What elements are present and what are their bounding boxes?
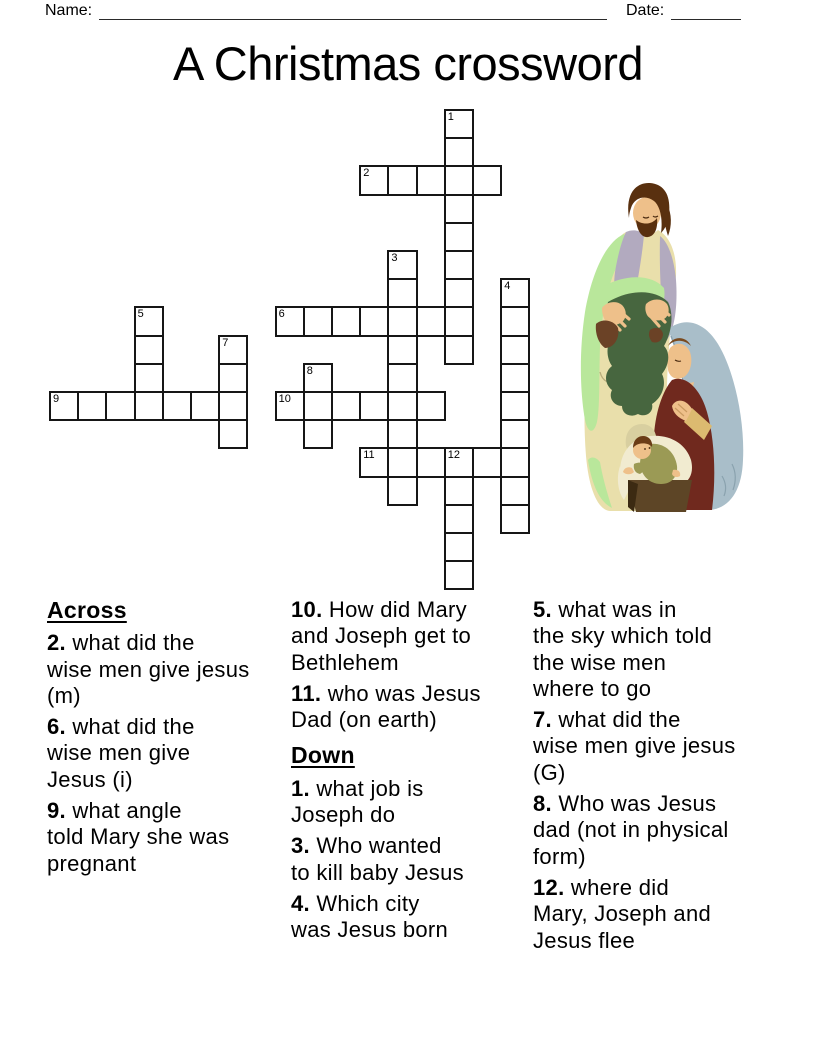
grid-cell[interactable] bbox=[359, 391, 389, 421]
clue-line: dad (not in physical bbox=[533, 817, 729, 843]
grid-cell[interactable] bbox=[444, 278, 474, 308]
clue-heading: Across bbox=[47, 597, 127, 623]
clue-line: Jesus (i) bbox=[47, 766, 133, 792]
clue-line: told Mary she was bbox=[47, 824, 230, 850]
clue-line: 7. what did the bbox=[533, 707, 681, 733]
name-line[interactable] bbox=[99, 19, 607, 20]
clue-number: 2. bbox=[47, 630, 66, 656]
clue-line: 11. who was Jesus bbox=[291, 680, 481, 706]
grid-cell[interactable] bbox=[416, 165, 446, 195]
clue-number: 1. bbox=[291, 775, 310, 801]
clue-line: Mary, Joseph and bbox=[533, 901, 712, 927]
clue-line: 12. where did bbox=[533, 874, 669, 900]
page-title: A Christmas crossword bbox=[172, 37, 644, 90]
grid-cell[interactable] bbox=[416, 391, 446, 421]
clue-heading: Down bbox=[291, 742, 355, 769]
clue-number: 11. bbox=[291, 680, 322, 706]
grid-cell[interactable] bbox=[387, 363, 417, 393]
grid-cell[interactable] bbox=[331, 306, 361, 336]
clue-line: 9. what angle bbox=[47, 798, 182, 824]
cell-number: 2 bbox=[363, 167, 370, 180]
grid-cell[interactable] bbox=[472, 447, 502, 477]
clue-line: the wise men bbox=[533, 649, 667, 675]
clue-item bbox=[47, 798, 293, 877]
clue-line: wise men give jesus bbox=[533, 733, 736, 759]
grid-cell[interactable] bbox=[416, 447, 446, 477]
clue-number: 5. bbox=[533, 597, 552, 622]
grid-cell[interactable] bbox=[303, 363, 333, 393]
clue-column bbox=[291, 597, 531, 949]
name-label: Name: bbox=[45, 2, 93, 19]
grid-cell[interactable] bbox=[444, 476, 474, 506]
grid-cell[interactable] bbox=[275, 306, 305, 336]
grid-cell[interactable] bbox=[500, 391, 530, 421]
clue-item bbox=[533, 875, 793, 954]
clue-line: 8. Who was Jesus bbox=[533, 791, 717, 817]
grid-cell[interactable] bbox=[218, 391, 248, 421]
clue-line: (G) bbox=[533, 759, 566, 785]
grid-cell[interactable] bbox=[444, 250, 474, 280]
grid-cell[interactable] bbox=[387, 250, 417, 280]
grid-cell[interactable] bbox=[444, 335, 474, 365]
clue-item bbox=[291, 681, 531, 734]
clue-line: 5. what was in bbox=[533, 597, 677, 622]
clue-line: to kill baby Jesus bbox=[291, 859, 464, 885]
grid-cell[interactable] bbox=[49, 391, 79, 421]
clue-number: 9. bbox=[47, 798, 66, 824]
grid-cell[interactable] bbox=[134, 391, 164, 421]
grid-cell[interactable] bbox=[444, 109, 474, 139]
grid-cell[interactable] bbox=[387, 335, 417, 365]
grid-cell[interactable] bbox=[387, 476, 417, 506]
clue-column bbox=[533, 597, 793, 959]
clue-line: and Joseph get to bbox=[291, 623, 472, 649]
grid-cell[interactable] bbox=[444, 504, 474, 534]
grid-cell[interactable] bbox=[444, 222, 474, 252]
grid-cell[interactable] bbox=[303, 391, 333, 421]
grid-cell[interactable] bbox=[162, 391, 192, 421]
clue-item bbox=[47, 630, 293, 709]
clue-number: 12. bbox=[533, 874, 565, 900]
grid-cell[interactable] bbox=[472, 165, 502, 195]
grid-cell[interactable] bbox=[359, 165, 389, 195]
cell-number: 9 bbox=[53, 393, 60, 405]
clue-line: form) bbox=[533, 843, 586, 869]
clue-item bbox=[291, 597, 531, 676]
grid-cell[interactable] bbox=[444, 306, 474, 336]
clue-line: 2. what did the bbox=[47, 630, 195, 656]
grid-cell[interactable] bbox=[444, 560, 474, 590]
clue-number: 6. bbox=[47, 714, 66, 740]
clue-item bbox=[47, 714, 293, 793]
grid-cell[interactable] bbox=[218, 335, 248, 365]
grid-cell[interactable] bbox=[500, 363, 530, 393]
clue-line: 10. How did Mary bbox=[291, 597, 467, 622]
clue-line: the sky which told bbox=[533, 623, 713, 649]
grid-cell[interactable] bbox=[275, 391, 305, 421]
grid-cell[interactable] bbox=[387, 419, 417, 449]
nativity-illustration bbox=[572, 176, 750, 516]
grid-cell[interactable] bbox=[500, 447, 530, 477]
grid-cell[interactable] bbox=[444, 137, 474, 167]
grid-cell[interactable] bbox=[303, 306, 333, 336]
grid-cell[interactable] bbox=[387, 306, 417, 336]
grid-cell[interactable] bbox=[359, 447, 389, 477]
cell-number: 4 bbox=[504, 280, 511, 293]
clue-line: Joseph do bbox=[291, 802, 396, 828]
clue-number: 4. bbox=[291, 890, 310, 916]
clue-column bbox=[47, 597, 293, 882]
baby-eye bbox=[644, 448, 646, 450]
grid-cell[interactable] bbox=[416, 306, 446, 336]
clue-item bbox=[291, 776, 531, 829]
grid-cell[interactable] bbox=[190, 391, 220, 421]
grid-cell[interactable] bbox=[500, 419, 530, 449]
grid-cell[interactable] bbox=[77, 391, 107, 421]
grid-cell[interactable] bbox=[500, 306, 530, 336]
clue-line: 6. what did the bbox=[47, 714, 195, 740]
grid-cell[interactable] bbox=[444, 447, 474, 477]
clue-line: was Jesus born bbox=[291, 917, 449, 943]
clue-number: 8. bbox=[533, 791, 552, 817]
clue-line: where to go bbox=[533, 675, 652, 701]
clue-item bbox=[533, 707, 793, 786]
grid-cell[interactable] bbox=[387, 165, 417, 195]
grid-cell[interactable] bbox=[444, 165, 474, 195]
cell-number: 1 bbox=[447, 111, 454, 123]
grid-cell[interactable] bbox=[105, 391, 135, 421]
grid-cell[interactable] bbox=[359, 306, 389, 336]
clue-number: 10. bbox=[291, 597, 323, 622]
grid-cell[interactable] bbox=[387, 391, 417, 421]
clue-item bbox=[533, 791, 793, 870]
grid-cell[interactable] bbox=[500, 278, 530, 308]
clue-line: pregnant bbox=[47, 850, 137, 876]
clue-line: Dad (on earth) bbox=[291, 707, 438, 733]
date-label: Date: bbox=[626, 2, 665, 19]
grid-cell[interactable] bbox=[500, 476, 530, 506]
clue-line: wise men give bbox=[47, 740, 191, 766]
clue-number: 3. bbox=[291, 833, 310, 859]
clue-line: wise men give jesus bbox=[47, 656, 250, 682]
clue-line: 1. what job is bbox=[291, 775, 424, 801]
clue-line: 3. Who wanted bbox=[291, 833, 442, 859]
cell-number: 3 bbox=[391, 252, 398, 264]
grid-cell[interactable] bbox=[387, 278, 417, 308]
clue-line: Bethlehem bbox=[291, 649, 399, 675]
cell-number: 11 bbox=[363, 449, 375, 462]
grid-cell[interactable] bbox=[500, 335, 530, 365]
clue-item bbox=[291, 891, 531, 944]
grid-cell[interactable] bbox=[218, 363, 248, 393]
grid-cell[interactable] bbox=[500, 504, 530, 534]
clue-item bbox=[291, 833, 531, 886]
clue-line: 4. Which city bbox=[291, 890, 420, 916]
grid-cell[interactable] bbox=[331, 391, 361, 421]
date-line[interactable] bbox=[671, 19, 741, 20]
grid-cell[interactable] bbox=[218, 419, 248, 449]
cell-number: 6 bbox=[278, 308, 285, 321]
clue-number: 7. bbox=[533, 707, 552, 733]
cell-number: 12 bbox=[447, 449, 461, 462]
grid-cell[interactable] bbox=[444, 194, 474, 224]
cell-number: 7 bbox=[222, 336, 229, 349]
grid-cell[interactable] bbox=[444, 532, 474, 562]
grid-cell[interactable] bbox=[387, 447, 417, 477]
clue-line: (m) bbox=[47, 682, 81, 708]
cell-number: 8 bbox=[306, 364, 313, 377]
cell-number: 10 bbox=[278, 393, 291, 405]
clue-item bbox=[533, 597, 793, 702]
grid-cell[interactable] bbox=[134, 363, 164, 393]
clue-line: Jesus flee bbox=[533, 927, 636, 953]
grid-cell[interactable] bbox=[303, 419, 333, 449]
baby-eye bbox=[649, 447, 651, 449]
grid-cell[interactable] bbox=[134, 335, 164, 365]
cell-number: 5 bbox=[137, 308, 144, 321]
grid-cell[interactable] bbox=[134, 306, 164, 336]
